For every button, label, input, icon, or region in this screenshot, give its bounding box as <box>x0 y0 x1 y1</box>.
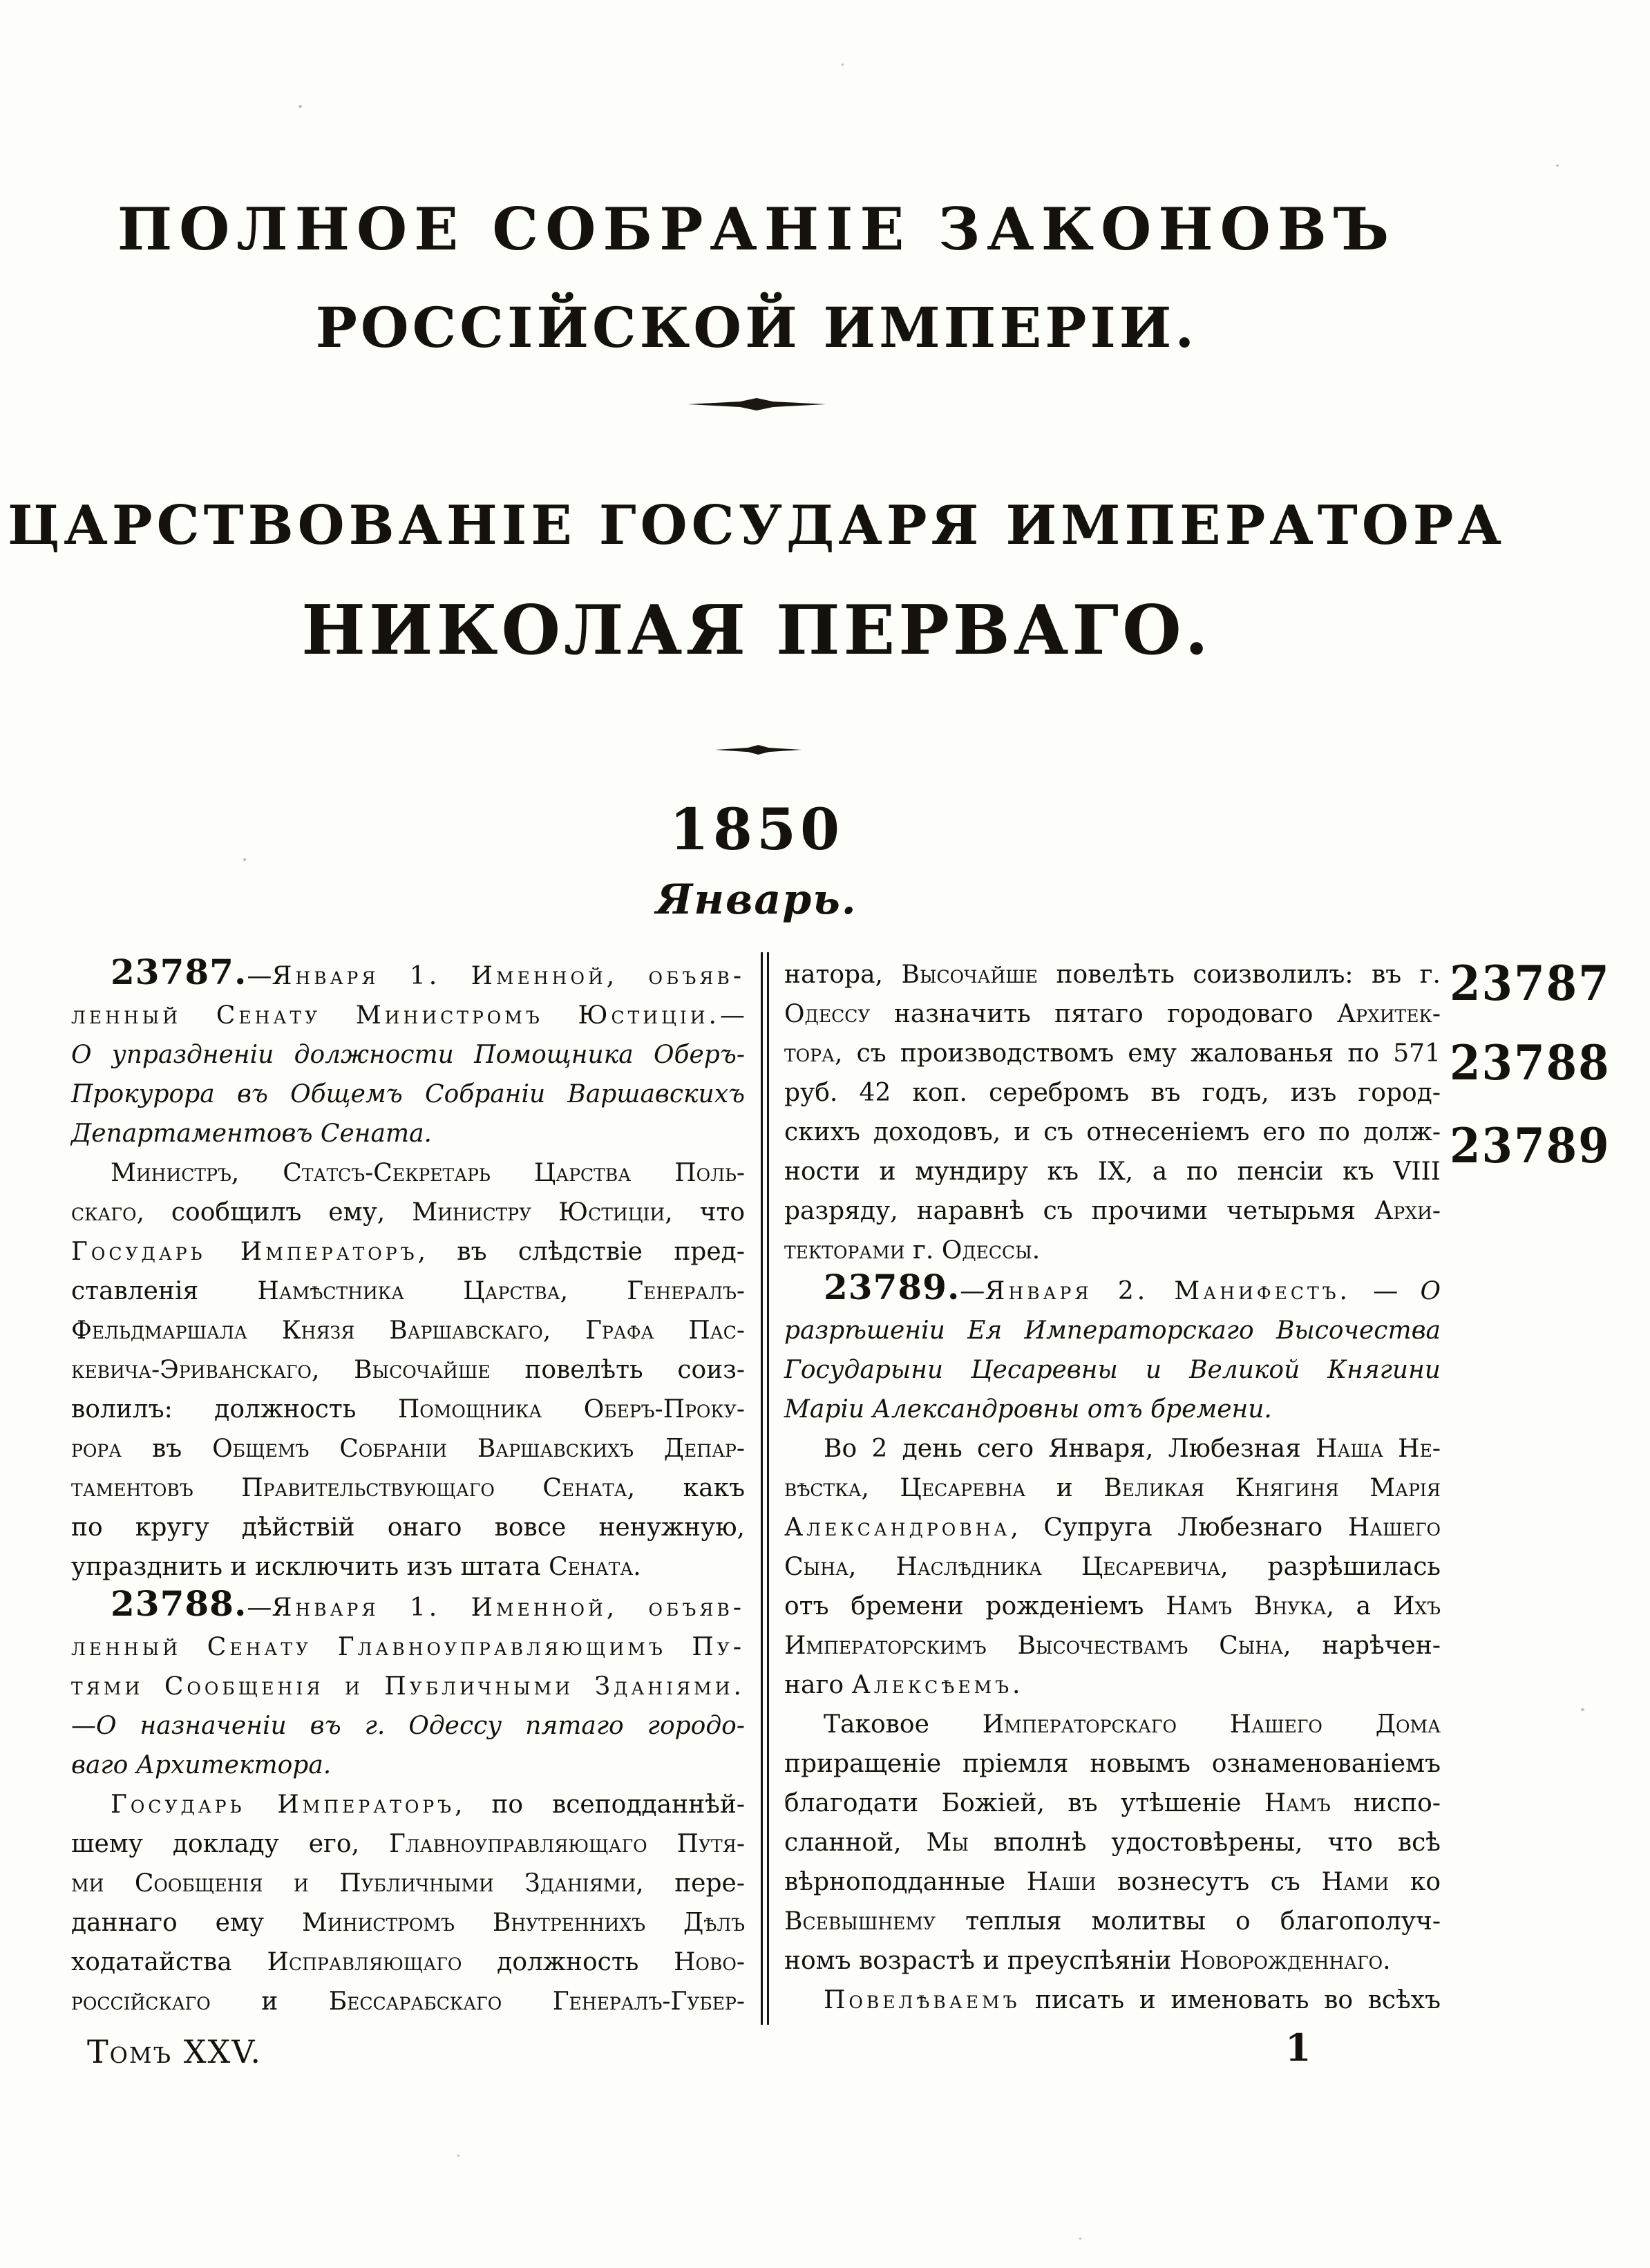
text-run: , а <box>1326 1592 1393 1620</box>
text-run: — <box>247 962 272 990</box>
text-run: , что <box>665 1198 745 1227</box>
text-run: 23789. <box>824 1267 960 1307</box>
text-run: кевича-Эриванскаго <box>71 1356 312 1384</box>
text-line <box>71 1667 745 1706</box>
text-run: Прокурора въ Общемъ Собраніи Варшавскихъ <box>71 1080 745 1108</box>
series-title-line1: ПОЛНОЕ СОБРАНІЕ ЗАКОНОВЪ <box>117 195 1396 263</box>
text-line <box>71 1508 745 1547</box>
text-run: ходатайства <box>71 1948 267 1976</box>
text-run: Всевышнему <box>784 1907 936 1936</box>
text-line <box>784 1034 1441 1073</box>
text-run: и <box>210 1987 329 2016</box>
text-run: Новорожденнаго <box>1179 1947 1383 1975</box>
text-run: Января 1. Именной, объяв- <box>272 1594 745 1622</box>
text-line <box>71 1982 745 2021</box>
text-run: Министръ, Статсъ-Секретарь Царства Поль- <box>111 1159 745 1187</box>
text-line <box>784 994 1441 1034</box>
text-run: волилъ: должность <box>71 1395 398 1424</box>
text-run: Алексѣемъ <box>851 1671 1013 1699</box>
text-run: скаго <box>71 1198 137 1227</box>
text-line <box>71 996 745 1035</box>
text-run: скихъ доходовъ, и съ отнесеніемъ его по долж- <box>784 1118 1441 1146</box>
text-run: Государь Императоръ <box>71 1238 418 1266</box>
text-line <box>71 1075 745 1114</box>
text-run: , сообщилъ ему, <box>136 1198 413 1227</box>
text-line <box>784 1231 1441 1270</box>
column-divider-rule <box>761 952 769 2025</box>
paragraph <box>784 1981 1441 2020</box>
text-run: теплыя молитвы о благополуч- <box>936 1907 1441 1936</box>
page-number: 1 <box>1285 2025 1311 2070</box>
text-line <box>71 952 745 996</box>
text-run: Исправляющаго <box>267 1948 462 1976</box>
text-line <box>784 1073 1441 1113</box>
text-run: по кругу дѣйствій онаго вовсе ненужную, <box>71 1513 745 1542</box>
text-run: Наша Не- <box>1316 1435 1441 1463</box>
paragraph <box>784 1267 1441 1429</box>
text-run: шему докладу его, <box>71 1830 389 1858</box>
text-run: ми Сообщенія и Публичными Зданіями <box>71 1869 636 1898</box>
text-run: благодати Божіей, въ утѣшеніе <box>784 1789 1264 1817</box>
column-left <box>71 952 746 2021</box>
scan-speckle <box>457 2155 459 2157</box>
text-run: назначить пятаго городоваго <box>870 1000 1337 1028</box>
text-line <box>71 1390 745 1429</box>
text-line <box>784 1267 1441 1311</box>
text-line <box>784 1587 1441 1626</box>
text-run: Повелѣваемъ <box>824 1986 1021 2014</box>
text-run: —О назначеніи въ г. Одессу пятаго городо- <box>71 1712 745 1740</box>
text-run: повелѣть соиз- <box>490 1356 745 1384</box>
text-run: Маріи Александровны отъ бремени. <box>784 1395 1272 1424</box>
text-run: Ново- <box>674 1948 746 1976</box>
text-run: руб. 42 коп. серебромъ въ годъ, изъ город- <box>784 1079 1441 1107</box>
text-line <box>71 1193 745 1232</box>
text-run: . <box>633 1553 641 1581</box>
text-run: Фельдмаршала Князя Варшавскаго, Графа Пас- <box>71 1316 745 1345</box>
text-line <box>71 1350 745 1390</box>
text-run: ко <box>1389 1868 1441 1896</box>
text-line <box>784 1626 1441 1665</box>
text-run: Ихъ <box>1392 1592 1441 1620</box>
text-run: Высочайше <box>901 961 1039 989</box>
text-run: Главноуправляющаго Путя- <box>388 1830 746 1858</box>
text-line <box>71 1272 745 1311</box>
text-run: тями Сообщенія и Публичными Зданіями. <box>71 1672 745 1701</box>
text-run: Мы <box>926 1828 969 1857</box>
text-run: , нарѣчен- <box>1283 1632 1441 1660</box>
text-line <box>71 1785 745 1824</box>
masthead-divider-ornament-icon <box>688 398 826 410</box>
text-run: россійскаго <box>71 1987 211 2016</box>
text-run: Января 1. Именной, объяв- <box>272 962 745 990</box>
text-run: О <box>1420 1277 1441 1305</box>
text-run: . <box>1383 1947 1391 1975</box>
text-line <box>71 1429 745 1468</box>
text-run: ленный Сенату Министромъ Юстиціи. <box>71 1001 720 1030</box>
text-run: Великая Княгиня Марія <box>1103 1474 1441 1502</box>
text-run: наго <box>784 1671 852 1699</box>
text-run: ности и мундиру къ IX, а по пенсіи къ VIII <box>784 1157 1441 1186</box>
margin-article-number: 23788 <box>1450 1035 1611 1092</box>
text-run: Бессарабскаго Генералъ-Губер- <box>328 1987 745 2016</box>
text-line <box>71 1824 745 1864</box>
text-run: — <box>1350 1277 1421 1305</box>
year-heading: 1850 <box>669 797 844 863</box>
text-run: въ <box>122 1435 213 1463</box>
text-run: Намъ <box>1264 1789 1331 1817</box>
text-run: вѣрноподданные <box>784 1868 1027 1896</box>
text-line <box>784 1468 1441 1508</box>
text-run: Архитек- <box>1336 1000 1441 1028</box>
text-run: даннаго ему <box>71 1909 303 1937</box>
text-run: приращеніе пріемля новымъ ознаменованіемъ <box>784 1750 1441 1778</box>
text-run: Департаментовъ Сената. <box>71 1119 432 1148</box>
text-line <box>71 1311 745 1350</box>
text-run: , съ производствомъ ему жалованья по 571 <box>834 1039 1441 1068</box>
text-line <box>784 1113 1441 1152</box>
text-run: вознесутъ съ <box>1096 1868 1322 1896</box>
month-heading: Январь. <box>656 876 857 924</box>
paragraph <box>784 1705 1441 1981</box>
text-line <box>784 1508 1441 1547</box>
text-run: , Супруга Любезнаго <box>1010 1513 1348 1542</box>
series-title-line2: РОССІЙСКОЙ ИМПЕРІИ. <box>315 295 1198 360</box>
text-run: номъ возрастѣ и преуспѣяніи <box>784 1947 1179 1975</box>
scan-speckle <box>243 858 246 861</box>
text-line <box>784 1152 1441 1191</box>
text-run: Намѣстника Царства <box>257 1277 560 1305</box>
text-run: натора, <box>784 961 902 989</box>
text-run: ленный Сенату Главноуправляющимъ Пу- <box>71 1633 745 1661</box>
paragraph <box>71 1785 745 2021</box>
scan-speckle <box>298 105 302 108</box>
text-line <box>784 1705 1441 1744</box>
text-line <box>784 1429 1441 1468</box>
text-run: повелѣть соизволилъ: въ г. <box>1038 961 1441 989</box>
text-run: , по всеподданнѣй- <box>455 1790 745 1819</box>
text-run: Общемъ Собраніи Варшавскихъ Депар- <box>212 1435 745 1463</box>
paragraph <box>71 1583 745 1785</box>
text-run: сланной, <box>784 1828 927 1857</box>
text-run: — <box>247 1594 272 1622</box>
text-run: тора <box>784 1039 835 1068</box>
text-line <box>71 1153 745 1193</box>
scan-speckle <box>842 64 844 66</box>
text-run: , <box>311 1356 354 1384</box>
text-run: Высочайше <box>354 1356 491 1384</box>
text-line <box>784 1390 1441 1429</box>
text-line <box>784 1350 1441 1390</box>
text-run: Генералъ- <box>627 1277 746 1305</box>
text-line <box>784 1547 1441 1587</box>
column-right <box>784 955 1441 2020</box>
text-run: Александровна <box>784 1513 1011 1542</box>
text-run: ставленія <box>71 1277 258 1305</box>
text-line <box>71 1114 745 1153</box>
text-run: вѣстка, Цесаревна <box>784 1474 1026 1502</box>
text-run: , <box>560 1277 627 1305</box>
text-run: . <box>1032 1236 1041 1265</box>
text-run: Государь Императоръ <box>111 1790 455 1819</box>
text-run: Намъ Внука <box>1166 1592 1327 1620</box>
text-line <box>71 1547 745 1587</box>
text-line <box>784 1744 1441 1784</box>
text-line <box>784 955 1441 994</box>
text-run: упразднить и исключить изъ штата <box>71 1553 549 1581</box>
volume-signature: Томъ XXV. <box>87 2033 263 2070</box>
text-run: Наши <box>1026 1868 1097 1896</box>
text-run: разрѣшеніи Ея Императорскаго Высочества <box>784 1316 1441 1345</box>
margin-article-number: 23787 <box>1450 956 1611 1012</box>
text-run: 23787. <box>111 952 247 992</box>
text-line <box>784 1941 1441 1981</box>
text-run: Одессы <box>941 1236 1032 1265</box>
text-line <box>71 1583 745 1627</box>
text-run: вполнѣ удостовѣрены, что всѣ <box>969 1828 1441 1857</box>
text-run: ваго Архитектора. <box>71 1751 332 1779</box>
text-run: . <box>1012 1671 1021 1699</box>
text-line <box>71 1746 745 1785</box>
text-line <box>71 1943 745 1982</box>
reign-title-line1: ЦАРСТВОВАНІЕ ГОСУДАРЯ ИМПЕРАТОРА <box>8 494 1506 557</box>
text-run: писать и именовать во всѣхъ <box>1020 1986 1441 2014</box>
scan-speckle <box>1556 164 1559 167</box>
text-run: , разрѣшилась <box>1220 1553 1441 1581</box>
text-line <box>71 1903 745 1943</box>
text-run: текторами <box>784 1236 905 1265</box>
text-run: ниспо- <box>1330 1789 1441 1817</box>
text-line <box>71 1232 745 1272</box>
text-run: таментовъ Правительствующаго Сената <box>71 1474 627 1502</box>
text-run: Одессу <box>784 1000 871 1028</box>
text-run: должность <box>462 1948 674 1976</box>
text-run: Сената <box>549 1553 634 1581</box>
text-run: Января 2. Манифестъ. <box>985 1277 1351 1305</box>
text-line <box>784 1665 1441 1705</box>
text-line <box>784 1784 1441 1823</box>
text-run: , пере- <box>636 1869 746 1898</box>
text-line <box>71 1035 745 1075</box>
text-run: и <box>1025 1474 1104 1502</box>
text-run: Сына, Наслѣдника Цесаревича <box>784 1553 1221 1581</box>
margin-article-number: 23789 <box>1450 1118 1611 1175</box>
text-run: Императорскимъ Высочествамъ Сына <box>784 1632 1284 1660</box>
paragraph <box>71 952 745 1153</box>
text-line <box>784 1981 1441 2020</box>
reign-title-line2: НИКОЛАЯ ПЕРВАГО. <box>301 591 1212 670</box>
text-run: Нашего <box>1347 1513 1441 1542</box>
text-run: — <box>960 1277 985 1305</box>
text-run: Нами <box>1321 1868 1390 1896</box>
text-run: Императорскаго Нашего Дома <box>982 1710 1441 1739</box>
text-run: Архи- <box>1374 1197 1441 1225</box>
paragraph <box>784 1429 1441 1705</box>
text-run: Государыни Цесаревны и Великой Княгини <box>784 1356 1441 1384</box>
text-run: рора <box>71 1435 122 1463</box>
text-line <box>71 1627 745 1667</box>
scan-speckle <box>1581 1708 1584 1711</box>
text-run: — <box>720 1001 745 1030</box>
text-run: отъ бремени рожденіемъ <box>784 1592 1166 1620</box>
text-line <box>784 1191 1441 1231</box>
text-line <box>784 1311 1441 1350</box>
scan-speckle <box>1079 2238 1081 2240</box>
paragraph <box>71 1153 745 1587</box>
text-line <box>784 1823 1441 1862</box>
text-run: Во 2 день сего Января, Любезная <box>824 1435 1316 1463</box>
text-run: Таковое <box>824 1710 983 1739</box>
text-line <box>784 1902 1441 1941</box>
reign-divider-ornament-icon <box>715 745 802 755</box>
text-run: г. <box>904 1236 942 1265</box>
text-line <box>71 1864 745 1903</box>
text-run: , какъ <box>627 1474 745 1502</box>
text-run: Министромъ Внутреннихъ Дѣлъ <box>302 1909 745 1937</box>
text-run: , въ слѣдствіе пред- <box>417 1238 745 1266</box>
text-line <box>784 1862 1441 1902</box>
text-run: О упраздненіи должности Помощника Оберъ- <box>71 1041 745 1069</box>
text-line <box>71 1468 745 1508</box>
text-run: 23788. <box>111 1583 247 1624</box>
text-line <box>71 1706 745 1746</box>
text-run: Министру Юстиціи <box>412 1198 665 1227</box>
text-run: Помощника Оберъ-Проку- <box>397 1395 745 1424</box>
text-run: разряду, наравнѣ съ прочими четырьмя <box>784 1197 1375 1225</box>
paragraph <box>784 955 1441 1270</box>
